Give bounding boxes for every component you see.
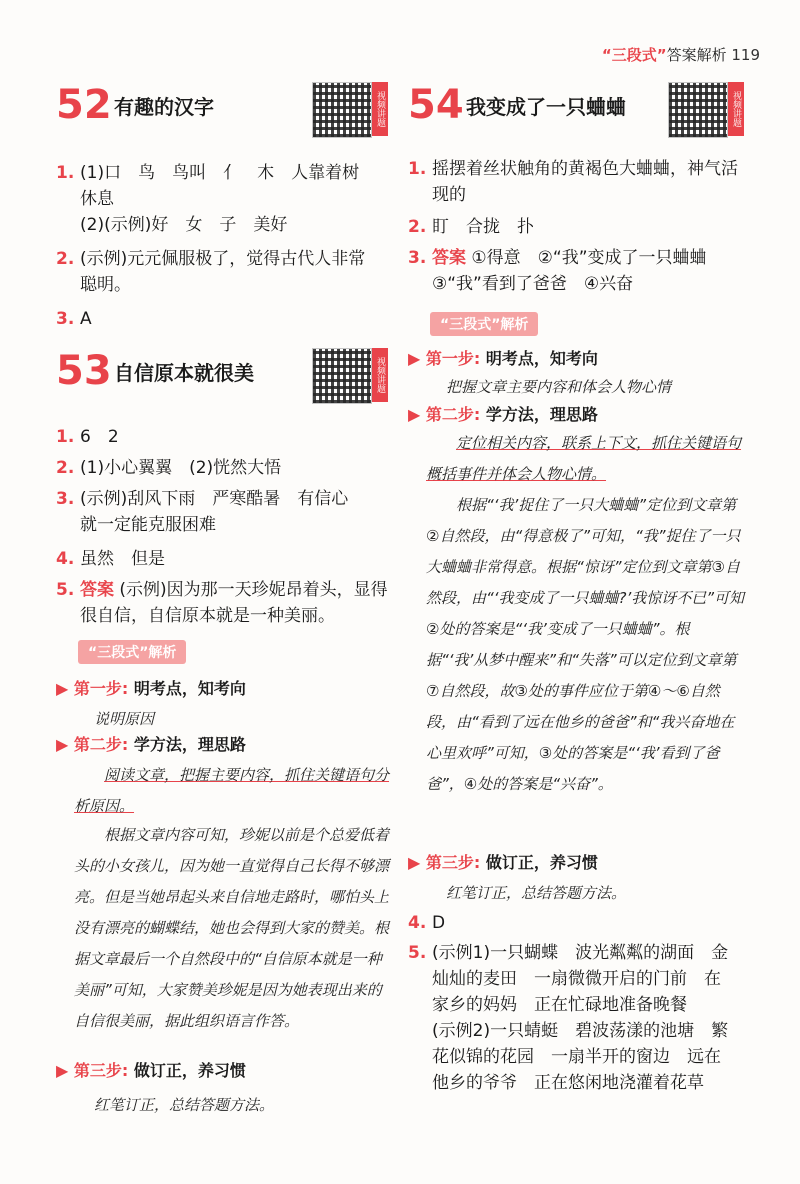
section-title: 自信原本就很美	[114, 361, 254, 385]
qr-code-icon[interactable]	[312, 348, 372, 404]
analysis-text: 根据“‘我’捉住了一只大蛐蛐”定位到文章第②自然段，由“得意极了”可知，“我”捉住了一只大蛐蛐非常得意。根据“惊讶”定位到文章第③自然段，由“‘我变成了一只蛐蛐?’我惊讶不已”可知②处的答案是“‘我’变成了一只蛐蛐”。根据“‘我’从梦中醒来”和“失落”可以定位到文章第⑦自然段，故③处的事件应位于第④～⑥自然段，由“看到了远在他乡的爸爸”和“我兴奋地在心里欢呼”可知，③处的答案是“‘我’看到了爸爸”，④处的答案是“兴奋”。	[426, 496, 745, 793]
qr-code-icon[interactable]	[668, 82, 728, 138]
step-title: 明考点，知考向	[133, 679, 246, 698]
item-number: 2.	[56, 249, 75, 269]
method-text: 定位相关内容，联系上下文，抓住关键语句概括事件并体会人物心情。	[426, 434, 742, 483]
arrow-icon: ▶	[56, 735, 74, 754]
step-label: 第二步:	[425, 405, 481, 424]
item-number: 2.	[408, 217, 427, 237]
item-number: 3.	[56, 309, 75, 329]
answer-item	[56, 546, 391, 572]
section-number: 53	[56, 348, 112, 394]
answer-item	[408, 214, 753, 240]
arrow-icon: ▶	[408, 405, 426, 424]
item-number: 1.	[56, 163, 75, 183]
step-label: 第一步:	[425, 349, 481, 368]
step-note: 红笔订正，总结答题方法。	[446, 884, 627, 902]
page-number: 119	[731, 46, 760, 64]
item-text: A	[80, 309, 92, 329]
item-text: 6 2	[80, 427, 119, 447]
answer-item	[56, 246, 391, 298]
arrow-icon: ▶	[56, 1061, 74, 1080]
analysis-text: 根据文章内容可知，珍妮以前是个总爱低着头的小女孩儿，因为她一直觉得自己长得不够漂亮。但是当她昂起头来自信地走路时，哪怕头上没有漂亮的蝴蝶结，她也会得到大家的赞美。根据文章最后一个自然段中的“自信原本就是一种美丽”可知，大家赞美珍妮是因为她表现出来的自信很美丽，据此组织语言作答。	[74, 826, 390, 1030]
answer-label: 答案	[432, 248, 466, 268]
step-label: 第三步:	[425, 853, 481, 872]
item-number: 1.	[408, 159, 427, 179]
item-text: (1)口 鸟 鸟叫 亻 木 人靠着树 休息 (2)(示例)好 女 子 美好	[80, 163, 360, 235]
step-title: 学方法，理思路	[133, 735, 246, 754]
answer-item	[408, 910, 753, 936]
section-number: 52	[56, 82, 112, 128]
analysis-badge: “三段式”解析	[78, 640, 186, 664]
header-label: 答案解析	[666, 46, 727, 64]
item-number: 4.	[56, 549, 75, 569]
item-number: 3.	[408, 248, 427, 268]
item-number: 5.	[56, 580, 75, 600]
item-text: (示例)元元佩服极了，觉得古代人非常 聪明。	[80, 249, 366, 295]
answer-item	[408, 245, 753, 297]
answer-item	[56, 424, 391, 450]
step-label: 第三步:	[73, 1061, 129, 1080]
method-text: 阅读文章，把握主要内容，抓住关键语句分析原因。	[74, 766, 390, 815]
item-text: D	[432, 913, 446, 933]
section-number: 54	[408, 82, 464, 128]
section-52-header	[56, 82, 391, 142]
answer-item	[408, 940, 753, 1096]
step-title: 学方法，理思路	[485, 405, 598, 424]
section-title: 有趣的汉字	[114, 95, 214, 119]
item-text: (示例1)一只蝴蝶 波光粼粼的湖面 金 灿灿的麦田 一扇微微开启的门前 在 家乡的妈妈 正在忙碌地准备晚餐 (示例2)一只蜻蜓 碧波荡漾的池塘 繁 花似锦的花园 一扇半开的窗边 远在 他乡的爷爷 正在悠闲地浇灌着花草	[432, 943, 729, 1093]
answer-label: 答案	[80, 580, 114, 600]
arrow-icon: ▶	[408, 853, 426, 872]
step-label: 第一步:	[73, 679, 129, 698]
item-text: 盯 合拢 扑	[432, 217, 534, 237]
answer-item	[56, 160, 391, 238]
item-number: 1.	[56, 427, 75, 447]
analysis-badge: “三段式”解析	[430, 312, 538, 336]
video-tag: 视频讲题	[372, 82, 388, 136]
step-note: 红笔订正，总结答题方法。	[94, 1096, 275, 1114]
item-text: (1)小心翼翼 (2)恍然大悟	[80, 458, 282, 478]
step-title: 做订正，养习惯	[485, 853, 598, 872]
item-number: 5.	[408, 943, 427, 963]
step-title: 做订正，养习惯	[133, 1061, 246, 1080]
step-3	[408, 850, 598, 873]
step-note: 说明原因	[94, 710, 155, 728]
answer-item	[408, 156, 753, 208]
item-text: (示例)刮风下雨 严寒酷暑 有信心 就一定能克服困难	[80, 489, 349, 535]
item-number: 4.	[408, 913, 427, 933]
step-title: 明考点，知考向	[485, 349, 598, 368]
step-1	[56, 676, 246, 699]
qr-code-icon[interactable]	[312, 82, 372, 138]
answer-item	[56, 577, 391, 629]
section-53-header	[56, 348, 391, 408]
step-3	[56, 1058, 246, 1081]
arrow-icon: ▶	[408, 349, 426, 368]
page-header	[602, 44, 760, 65]
arrow-icon: ▶	[56, 679, 74, 698]
section-54-header	[408, 82, 753, 142]
item-number: 2.	[56, 458, 75, 478]
brand-label: “三段式”	[601, 46, 667, 64]
answer-item	[56, 455, 391, 481]
step-label: 第二步:	[73, 735, 129, 754]
video-tag: 视频讲题	[372, 348, 388, 402]
step-2	[56, 732, 246, 755]
video-tag: 视频讲题	[728, 82, 744, 136]
item-text: 摇摆着丝状触角的黄褐色大蛐蛐，神气活 现的	[432, 159, 738, 205]
step-2	[408, 402, 598, 425]
step-1	[408, 346, 598, 369]
item-text: (示例)因为那一天珍妮昂着头，显得 很自信，自信原本就是一种美丽。	[80, 580, 388, 626]
answer-item	[56, 486, 391, 538]
item-text: 虽然 但是	[80, 549, 165, 569]
step-note: 把握文章主要内容和体会人物心情	[446, 378, 672, 396]
item-text: ①得意 ②“我”变成了一只蛐蛐 ③“我”看到了爸爸 ④兴奋	[432, 248, 707, 294]
answer-item	[56, 306, 391, 332]
section-title: 我变成了一只蛐蛐	[466, 95, 626, 119]
item-number: 3.	[56, 489, 75, 509]
